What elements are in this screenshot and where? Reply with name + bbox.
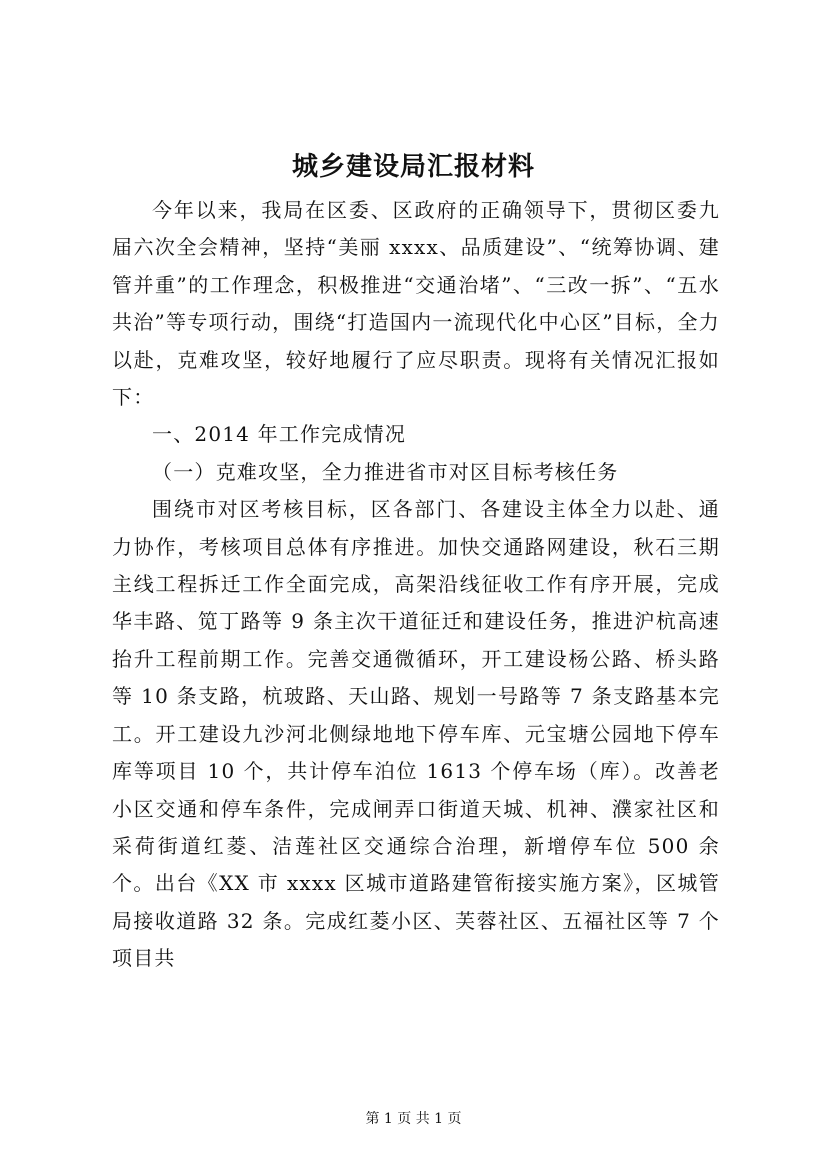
subsection-heading: （一）克难攻坚，全力推进省市对区目标考核任务 bbox=[152, 459, 619, 484]
page-footer: 第 1 页 共 1 页 bbox=[365, 1111, 462, 1127]
document-body bbox=[112, 192, 720, 978]
intro-paragraph: 今年以来，我局在区委、区政府的正确领导下，贯彻区委九届六次全会精神，坚持“美丽 xxxx、品质建设”、“统筹协调、建管并重”的工作理念，积极推进“交通治堵”、“三改一拆”、“五水共治”等专项行动，围绕“打造国内一流现代化中心区”目标，全力以赴，克难攻坚，较好地履行了应尽职责。现将有关情况汇报如下： bbox=[112, 198, 720, 410]
document-title: 城乡建设局汇报材料 bbox=[291, 152, 535, 182]
body-paragraph: 围绕市对区考核目标，区各部门、各建设主体全力以赴、通力协作，考核项目总体有序推进。加快交通路网建设，秋石三期主线工程拆迁工作全面完成，高架沿线征收工作有序开展，完成华丰路、笕丁路等 9 条主次干道征迁和建设任务，推进沪杭高速抬升工程前期工作。完善交通微循环，开工建设杨公路、桥头路等 10 条支路，杭玻路、天山路、规划一号路等 7 条支路基本完工。开工建设九沙河北侧绿地地下停车库、元宝塘公园地下停车库等项目 10 个，共计停车泊位 1613 个停车场（库）。改善老小区交通和停车条件，完成闸弄口街道天城、机神、濮家社区和采荷街道红菱、洁莲社区交通综合治理，新增停车位 500 余个。出台《XX 市 xxxx 区城市道路建管衔接实施方案》，区城管局接收道路 32 条。完成红菱小区、芙蓉社区、五福社区等 7 个项目共 bbox=[112, 497, 720, 971]
section-heading: 一、2014 年工作完成情况 bbox=[152, 422, 407, 447]
